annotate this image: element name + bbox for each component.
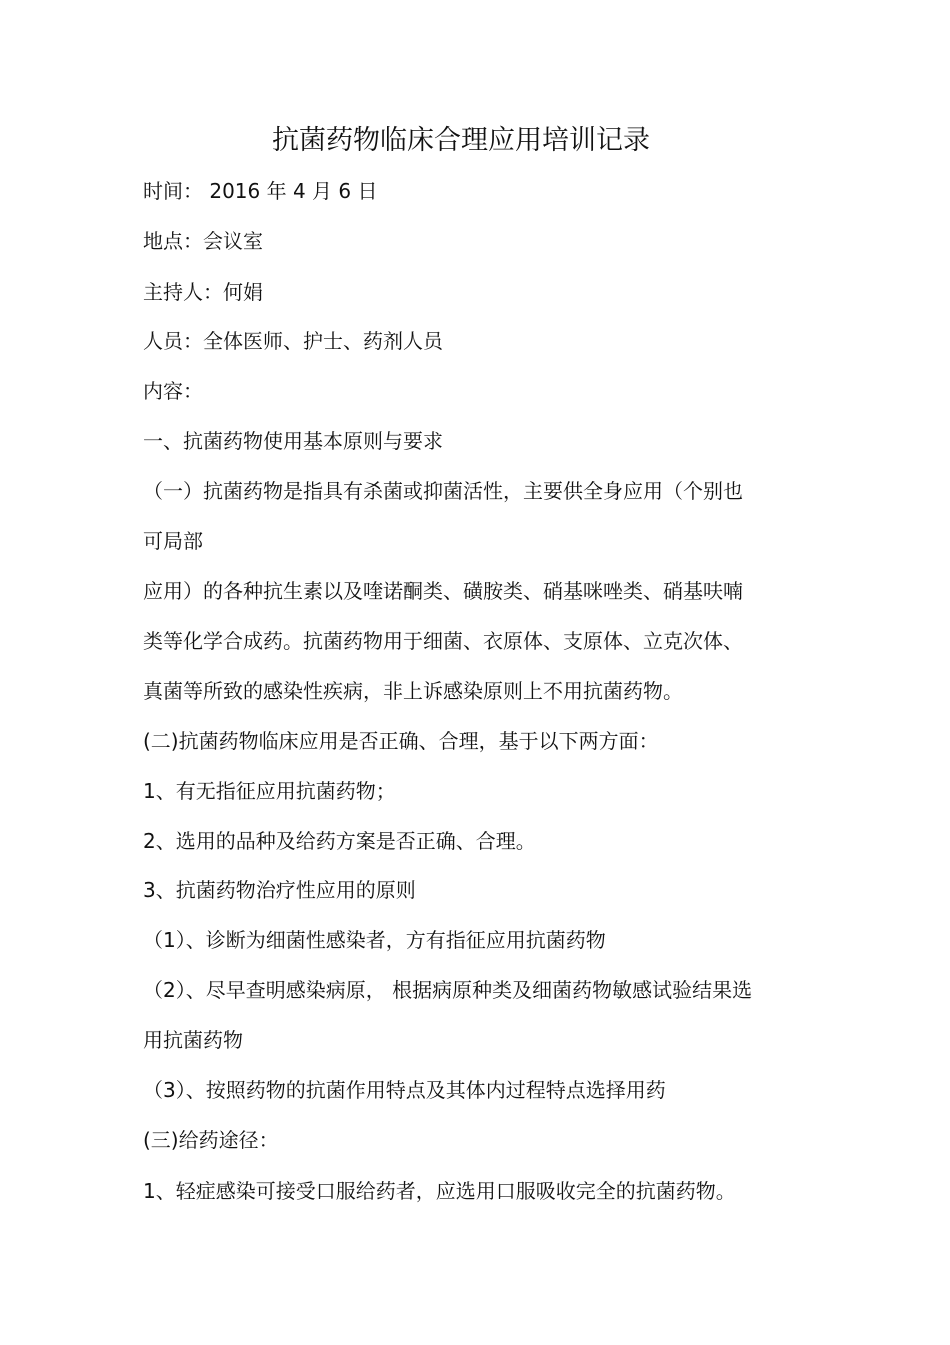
meeting-host: 主持人：何娟 [143,280,263,304]
list-item: 1、有无指征应用抗菌药物； [143,779,396,803]
list-item: 1、轻症感染可接受口服给药者，应选用口服吸收完全的抗菌药物。 [143,1179,736,1203]
sub-list-item: （1）、诊断为细菌性感染者，方有指征应用抗菌药物 [143,928,606,952]
subsection-heading-3: (三)给药途径： [143,1128,279,1152]
sub-list-item: （3）、按照药物的抗菌作用特点及其体内过程特点选择用药 [143,1078,666,1102]
content-label: 内容： [143,379,203,403]
meeting-time: 时间： 2016 年 4 月 6 日 [143,179,378,203]
sub-list-item: （2）、尽早查明感染病原， 根据病原种类及细菌药物敏感试验结果选 [143,978,753,1002]
section-heading-1: 一、抗菌药物使用基本原则与要求 [143,429,443,453]
paragraph-line: （一）抗菌药物是指具有杀菌或抑菌活性，主要供全身应用（个别也 [143,479,743,503]
paragraph-line: 应用）的各种抗生素以及喹诺酮类、磺胺类、硝基咪唑类、硝基呋喃 [143,579,743,603]
list-item: 3、抗菌药物治疗性应用的原则 [143,878,416,902]
meeting-attendees: 人员：全体医师、护士、药剂人员 [143,329,443,353]
document-title: 抗菌药物临床合理应用培训记录 [272,125,650,156]
meeting-location: 地点：会议室 [143,229,263,253]
paragraph-line: 可局部 [143,529,203,553]
sub-list-item-continuation: 用抗菌药物 [143,1028,243,1052]
list-item: 2、选用的品种及给药方案是否正确、合理。 [143,829,536,853]
subsection-heading-2: (二)抗菌药物临床应用是否正确、合理，基于以下两方面： [143,729,659,753]
paragraph-line: 真菌等所致的感染性疾病，非上诉感染原则上不用抗菌药物。 [143,679,683,703]
paragraph-line: 类等化学合成药。抗菌药物用于细菌、衣原体、支原体、立克次体、 [143,629,743,653]
